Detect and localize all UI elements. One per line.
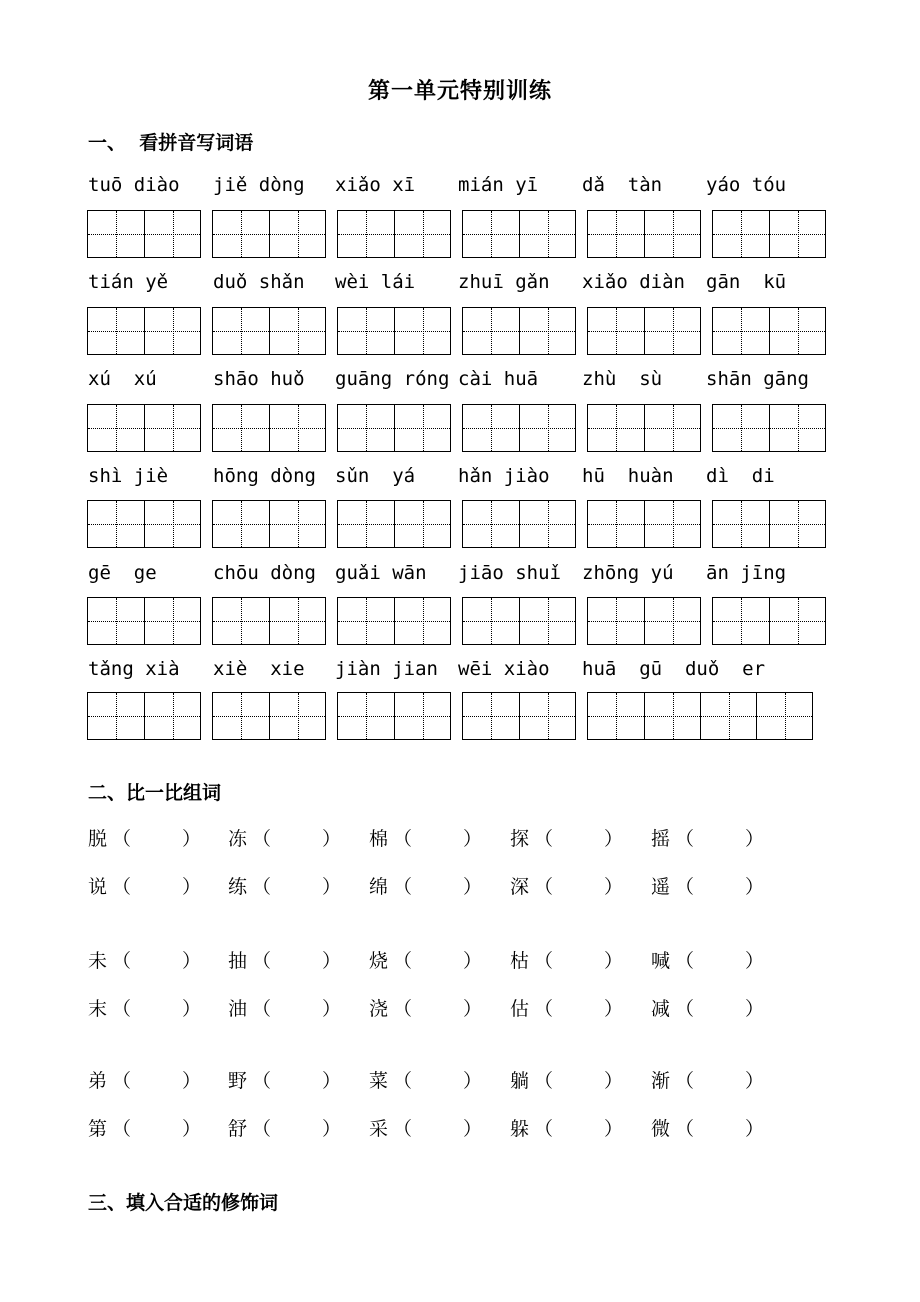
pinyin-row [0,368,920,398]
tianzige-cell[interactable] [394,405,450,451]
writing-box-group[interactable] [587,692,813,740]
compare-character: 棉 [369,828,389,850]
pinyin-label: xiǎo diàn [582,271,685,293]
answer-blank-open-paren[interactable]: （ [534,876,554,898]
compare-character: 脱 [88,828,108,850]
answer-blank-open-paren[interactable]: （ [112,1070,132,1092]
answer-blank-close-paren: ） [745,1070,765,1092]
writing-box-group[interactable] [87,597,201,645]
compare-character: 绵 [369,876,389,898]
tianzige-cell[interactable] [519,693,575,739]
writing-box-group[interactable] [87,307,201,355]
pinyin-label: wèi lái [335,271,416,293]
pinyin-label: cài huā [458,368,539,390]
writing-box-group[interactable] [337,210,451,258]
tianzige-cell[interactable] [756,693,812,739]
compare-item[interactable] [369,1066,482,1093]
pinyin-label: mián yī [458,174,539,196]
pinyin-label: wēi xiào [458,658,550,680]
writing-box-group[interactable] [462,500,576,548]
answer-blank-close-paren: ） [322,1118,342,1140]
tianzige-cell[interactable] [769,501,825,547]
tianzige-cell[interactable] [269,308,325,354]
answer-blank-close-paren: ） [745,828,765,850]
writing-box-row [0,500,920,552]
tianzige-cell[interactable] [588,501,644,547]
answer-blank-open-paren[interactable]: （ [393,998,413,1020]
tianzige-cell[interactable] [213,405,269,451]
tianzige-cell[interactable] [88,598,144,644]
writing-box-group[interactable] [87,404,201,452]
pinyin-row [0,174,920,204]
tianzige-cell[interactable] [588,405,644,451]
compare-item[interactable] [88,994,201,1021]
answer-blank-close-paren: ） [322,950,342,972]
answer-blank-open-paren[interactable]: （ [393,950,413,972]
tianzige-cell[interactable] [144,693,200,739]
compare-character: 说 [88,876,108,898]
pinyin-label: xú xú [88,368,157,390]
writing-box-group[interactable] [212,500,326,548]
pinyin-label: shāo huǒ [213,368,305,390]
compare-row [0,824,920,854]
compare-character: 弟 [88,1070,108,1092]
tianzige-cell[interactable] [269,598,325,644]
tianzige-cell[interactable] [588,598,644,644]
compare-item[interactable] [369,946,482,973]
tianzige-cell[interactable] [644,501,700,547]
answer-blank-close-paren: ） [182,998,202,1020]
compare-item[interactable] [88,946,201,973]
compare-item[interactable] [369,1114,482,1141]
writing-box-group[interactable] [212,210,326,258]
tianzige-cell[interactable] [519,308,575,354]
answer-blank-open-paren[interactable]: （ [393,1118,413,1140]
tianzige-cell[interactable] [644,405,700,451]
tianzige-cell[interactable] [338,693,394,739]
tianzige-cell[interactable] [213,308,269,354]
writing-box-group[interactable] [337,307,451,355]
answer-blank-open-paren[interactable]: （ [393,876,413,898]
tianzige-cell[interactable] [769,598,825,644]
answer-blank-close-paren: ） [322,998,342,1020]
compare-character: 未 [88,950,108,972]
pinyin-label: hōng dòng [213,465,316,487]
pinyin-label: hū huàn [582,465,674,487]
answer-blank-close-paren: ） [745,998,765,1020]
compare-item[interactable] [510,824,623,851]
answer-blank-open-paren[interactable]: （ [252,998,272,1020]
compare-item[interactable] [88,872,201,899]
pinyin-label: hǎn jiào [458,465,550,487]
compare-character: 遥 [651,876,671,898]
compare-character: 减 [651,998,671,1020]
answer-blank-close-paren: ） [182,828,202,850]
writing-box-group[interactable] [87,692,201,740]
answer-blank-open-paren[interactable]: （ [112,1118,132,1140]
compare-item[interactable] [651,946,764,973]
compare-character: 渐 [651,1070,671,1092]
pinyin-label: shān gāng [706,368,809,390]
compare-item[interactable] [651,994,764,1021]
tianzige-cell[interactable] [463,211,519,257]
compare-item[interactable] [88,1066,201,1093]
writing-box-group[interactable] [462,597,576,645]
answer-blank-open-paren[interactable]: （ [112,828,132,850]
tianzige-cell[interactable] [394,211,450,257]
compare-item[interactable] [651,872,764,899]
compare-item[interactable] [369,824,482,851]
answer-blank-open-paren[interactable]: （ [675,1118,695,1140]
tianzige-cell[interactable] [644,308,700,354]
compare-character: 舒 [228,1118,248,1140]
tianzige-cell[interactable] [769,211,825,257]
compare-character: 躺 [510,1070,530,1092]
answer-blank-close-paren: ） [463,1118,483,1140]
answer-blank-close-paren: ） [463,998,483,1020]
answer-blank-open-paren[interactable]: （ [252,828,272,850]
compare-character: 摇 [651,828,671,850]
tianzige-cell[interactable] [213,211,269,257]
tianzige-cell[interactable] [144,598,200,644]
compare-character: 野 [228,1070,248,1092]
compare-character: 练 [228,876,248,898]
compare-item[interactable] [510,946,623,973]
writing-box-group[interactable] [462,404,576,452]
writing-box-group[interactable] [712,500,826,548]
writing-box-group[interactable] [712,210,826,258]
tianzige-cell[interactable] [713,598,769,644]
tianzige-cell[interactable] [519,501,575,547]
answer-blank-close-paren: ） [322,1070,342,1092]
pinyin-label: tuō diào [88,174,180,196]
writing-box-group[interactable] [462,307,576,355]
writing-box-group[interactable] [212,692,326,740]
compare-character: 抽 [228,950,248,972]
pinyin-label: gān kū [706,271,787,293]
compare-item[interactable] [510,994,623,1021]
tianzige-cell[interactable] [463,598,519,644]
pinyin-label: dì di [706,465,775,487]
compare-character: 估 [510,998,530,1020]
tianzige-cell[interactable] [463,693,519,739]
answer-blank-close-paren: ） [745,1118,765,1140]
tianzige-cell[interactable] [88,405,144,451]
tianzige-cell[interactable] [644,693,700,739]
pinyin-label: guāng róng [335,368,450,390]
writing-box-group[interactable] [587,307,701,355]
writing-box-group[interactable] [212,404,326,452]
answer-blank-open-paren[interactable]: （ [534,1118,554,1140]
tianzige-cell[interactable] [338,211,394,257]
compare-item[interactable] [228,1066,341,1093]
answer-blank-open-paren[interactable]: （ [393,828,413,850]
answer-blank-open-paren[interactable]: （ [393,1070,413,1092]
tianzige-cell[interactable] [338,598,394,644]
writing-box-group[interactable] [587,404,701,452]
compare-row [0,872,920,902]
writing-box-group[interactable] [712,597,826,645]
writing-box-group[interactable] [587,500,701,548]
pinyin-row [0,465,920,495]
writing-box-group[interactable] [712,307,826,355]
tianzige-cell[interactable] [519,598,575,644]
writing-box-row [0,692,920,744]
compare-character: 菜 [369,1070,389,1092]
compare-character: 冻 [228,828,248,850]
compare-row [0,994,920,1024]
answer-blank-close-paren: ） [322,828,342,850]
writing-box-group[interactable] [87,500,201,548]
compare-row [0,1066,920,1096]
tianzige-cell[interactable] [519,211,575,257]
answer-blank-close-paren: ） [604,1070,624,1092]
pinyin-label: dǎ tàn [582,174,663,196]
answer-blank-close-paren: ） [182,1118,202,1140]
writing-box-row [0,307,920,359]
tianzige-cell[interactable] [88,501,144,547]
tianzige-cell[interactable] [338,501,394,547]
compare-character: 浇 [369,998,389,1020]
answer-blank-open-paren[interactable]: （ [252,1118,272,1140]
compare-item[interactable] [510,872,623,899]
compare-item[interactable] [228,824,341,851]
writing-box-group[interactable] [212,597,326,645]
answer-blank-close-paren: ） [463,950,483,972]
compare-item[interactable] [651,824,764,851]
compare-character: 采 [369,1118,389,1140]
tianzige-cell[interactable] [588,693,644,739]
writing-box-group[interactable] [462,692,576,740]
answer-blank-open-paren[interactable]: （ [675,1070,695,1092]
compare-character: 深 [510,876,530,898]
compare-item[interactable] [228,994,341,1021]
answer-blank-close-paren: ） [463,1070,483,1092]
page-title: 第一单元特别训练 [367,79,552,104]
writing-box-group[interactable] [337,692,451,740]
answer-blank-open-paren[interactable]: （ [112,876,132,898]
tianzige-cell[interactable] [88,308,144,354]
tianzige-cell[interactable] [769,308,825,354]
compare-item[interactable] [228,946,341,973]
answer-blank-close-paren: ） [604,950,624,972]
tianzige-cell[interactable] [213,598,269,644]
writing-box-row [0,597,920,649]
pinyin-label: xiǎo xī [335,174,416,196]
compare-item[interactable] [88,824,201,851]
answer-blank-close-paren: ） [463,876,483,898]
tianzige-cell[interactable] [519,405,575,451]
pinyin-label: jiě dòng [213,174,305,196]
tianzige-cell[interactable] [88,211,144,257]
tianzige-cell[interactable] [269,211,325,257]
tianzige-cell[interactable] [463,308,519,354]
writing-box-group[interactable] [712,404,826,452]
tianzige-cell[interactable] [144,211,200,257]
pinyin-row [0,271,920,301]
compare-character: 第 [88,1118,108,1140]
answer-blank-open-paren[interactable]: （ [675,876,695,898]
writing-box-row [0,210,920,262]
answer-blank-open-paren[interactable]: （ [675,950,695,972]
tianzige-cell[interactable] [338,405,394,451]
answer-blank-open-paren[interactable]: （ [675,828,695,850]
pinyin-label: zhù sù [582,368,663,390]
answer-blank-close-paren: ） [182,876,202,898]
tianzige-cell[interactable] [394,598,450,644]
tianzige-cell[interactable] [269,405,325,451]
compare-character: 枯 [510,950,530,972]
compare-character: 末 [88,998,108,1020]
answer-blank-close-paren: ） [322,876,342,898]
compare-item[interactable] [651,1114,764,1141]
tianzige-cell[interactable] [394,308,450,354]
compare-item[interactable] [651,1066,764,1093]
tianzige-cell[interactable] [463,405,519,451]
writing-box-group[interactable] [337,500,451,548]
tianzige-cell[interactable] [394,501,450,547]
answer-blank-open-paren[interactable]: （ [252,876,272,898]
answer-blank-close-paren: ） [182,950,202,972]
compare-character: 探 [510,828,530,850]
tianzige-cell[interactable] [713,308,769,354]
tianzige-cell[interactable] [144,308,200,354]
answer-blank-close-paren: ） [182,1070,202,1092]
tianzige-cell[interactable] [644,598,700,644]
tianzige-cell[interactable] [269,501,325,547]
writing-box-group[interactable] [587,597,701,645]
tianzige-cell[interactable] [394,693,450,739]
pinyin-label: guǎi wān [335,562,427,584]
pinyin-label: zhuī gǎn [458,271,550,293]
tianzige-cell[interactable] [144,501,200,547]
tianzige-cell[interactable] [769,405,825,451]
answer-blank-close-paren: ） [745,876,765,898]
compare-character: 烧 [369,950,389,972]
answer-blank-open-paren[interactable]: （ [534,1070,554,1092]
compare-item[interactable] [510,1066,623,1093]
tianzige-cell[interactable] [644,211,700,257]
pinyin-row [0,658,920,688]
compare-item[interactable] [228,872,341,899]
writing-box-row [0,404,920,456]
answer-blank-open-paren[interactable]: （ [675,998,695,1020]
compare-item[interactable] [228,1114,341,1141]
pinyin-label: shì jiè [88,465,169,487]
tianzige-cell[interactable] [338,308,394,354]
tianzige-cell[interactable] [144,405,200,451]
compare-item[interactable] [510,1114,623,1141]
tianzige-cell[interactable] [713,405,769,451]
compare-item[interactable] [369,872,482,899]
pinyin-label: duǒ shǎn [213,271,305,293]
writing-box-group[interactable] [337,404,451,452]
answer-blank-open-paren[interactable]: （ [112,998,132,1020]
pinyin-row [0,562,920,592]
answer-blank-open-paren[interactable]: （ [252,1070,272,1092]
tianzige-cell[interactable] [713,211,769,257]
pinyin-label: xiè xie [213,658,305,680]
pinyin-label: chōu dòng [213,562,316,584]
pinyin-label: ān jīng [706,562,787,584]
answer-blank-close-paren: ） [463,828,483,850]
writing-box-group[interactable] [212,307,326,355]
answer-blank-close-paren: ） [604,876,624,898]
section-2-title: 二、比一比组词 [88,782,222,804]
compare-row [0,1114,920,1144]
pinyin-label: yáo tóu [706,174,787,196]
pinyin-label: sǔn yá [335,465,416,487]
compare-character: 喊 [651,950,671,972]
writing-box-group[interactable] [462,210,576,258]
answer-blank-open-paren[interactable]: （ [534,828,554,850]
tianzige-cell[interactable] [700,693,756,739]
tianzige-cell[interactable] [588,308,644,354]
answer-blank-close-paren: ） [745,950,765,972]
tianzige-cell[interactable] [269,693,325,739]
writing-box-group[interactable] [87,210,201,258]
compare-character: 躲 [510,1118,530,1140]
tianzige-cell[interactable] [463,501,519,547]
answer-blank-open-paren[interactable]: （ [112,950,132,972]
answer-blank-open-paren[interactable]: （ [534,950,554,972]
section-1-title: 一、 看拼音写词语 [88,132,254,154]
answer-blank-open-paren[interactable]: （ [252,950,272,972]
pinyin-label: jiàn jian [335,658,438,680]
compare-character: 油 [228,998,248,1020]
pinyin-label: gē ge [88,562,157,584]
tianzige-cell[interactable] [88,693,144,739]
writing-box-group[interactable] [587,210,701,258]
answer-blank-open-paren[interactable]: （ [534,998,554,1020]
compare-item[interactable] [369,994,482,1021]
tianzige-cell[interactable] [588,211,644,257]
pinyin-label: jiāo shuǐ [458,562,561,584]
pinyin-label: zhōng yú [582,562,674,584]
answer-blank-close-paren: ） [604,1118,624,1140]
section-3-title: 三、填入合适的修饰词 [88,1192,279,1214]
pinyin-label: tǎng xià [88,658,180,680]
compare-character: 微 [651,1118,671,1140]
compare-item[interactable] [88,1114,201,1141]
tianzige-cell[interactable] [213,693,269,739]
tianzige-cell[interactable] [213,501,269,547]
writing-box-group[interactable] [337,597,451,645]
answer-blank-close-paren: ） [604,998,624,1020]
tianzige-cell[interactable] [713,501,769,547]
compare-row [0,946,920,976]
pinyin-label: tián yě [88,271,169,293]
answer-blank-close-paren: ） [604,828,624,850]
pinyin-label: huā gū duǒ er [582,658,766,680]
